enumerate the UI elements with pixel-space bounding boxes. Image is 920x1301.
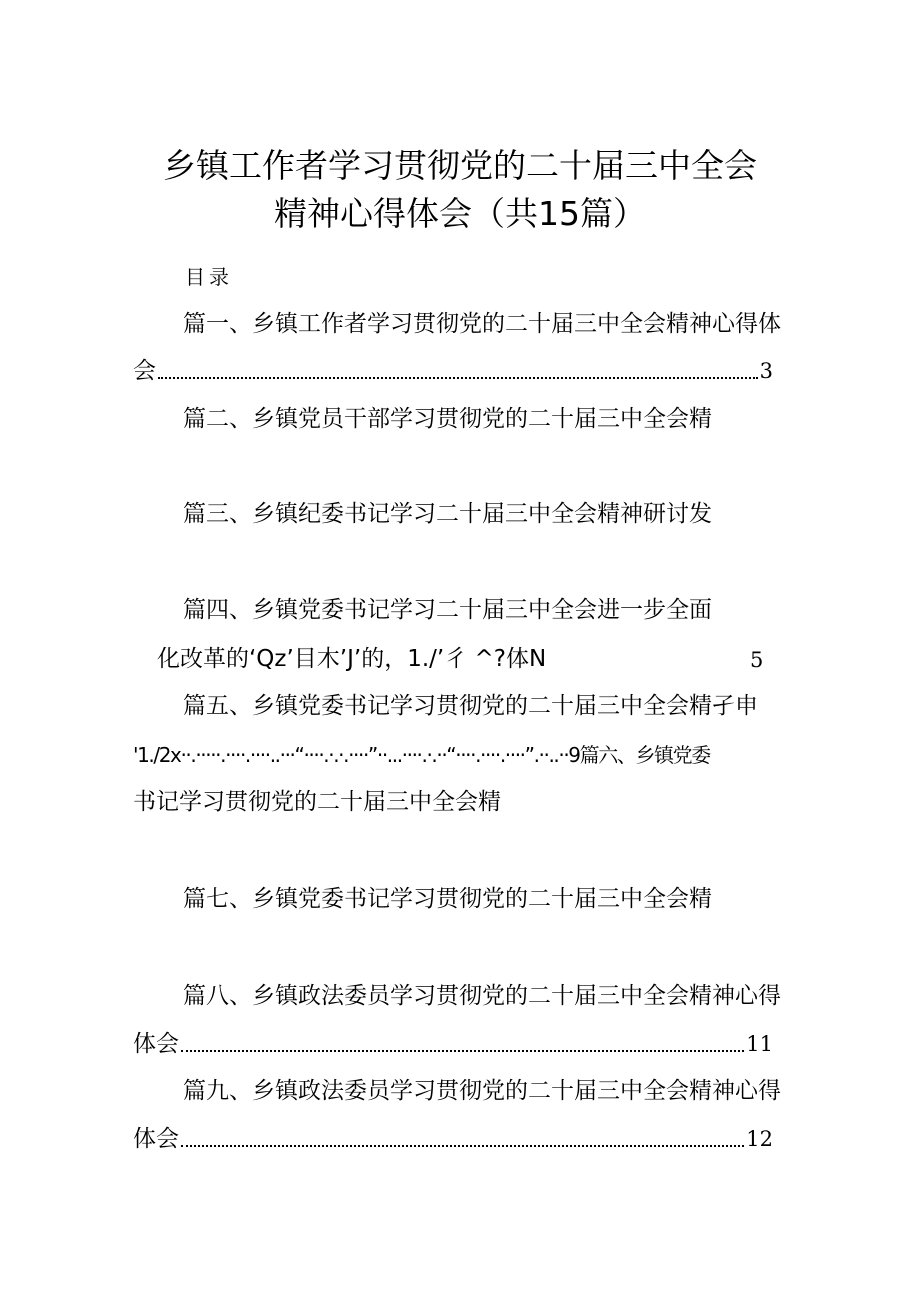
toc-item-1-page: 3 [759,359,773,383]
toc-leader-dots [181,1145,744,1147]
toc-item-1-line-2[interactable] [133,356,773,386]
document-title-line-1: 乡镇工作者学习贯彻党的二十届三中全会 [163,146,757,185]
toc-item-8-line-2[interactable] [133,1029,773,1059]
toc-item-9-line-2[interactable] [133,1124,773,1154]
toc-item-4-line-2[interactable]: 化改革的‘Qz’目木’J’的，1./’彳 ^?体N [157,646,547,672]
toc-item-9-line-1[interactable]: 篇九、乡镇政法委员学习贯彻党的二十届三中全会精神心得 [183,1078,781,1104]
toc-label: 目录 [185,265,233,289]
toc-leader-dots [181,1050,744,1052]
toc-item-1-line-1[interactable]: 篇一、乡镇工作者学习贯彻党的二十届三中全会精神心得体 [183,311,781,337]
document-title-line-2: 精神心得体会（共15篇） [274,194,646,233]
toc-item-3-line-1[interactable]: 篇三、乡镇纪委书记学习二十届三中全会精神研讨发 [183,501,712,527]
toc-item-2-line-1[interactable]: 篇二、乡镇党员干部学习贯彻党的二十届三中全会精 [183,406,712,432]
toc-item-9-text: 体会 [133,1126,179,1152]
toc-leader-dots [158,377,758,379]
toc-item-9-page: 12 [746,1127,773,1151]
toc-item-8-text: 体会 [133,1031,179,1057]
toc-item-4-line-1[interactable]: 篇四、乡镇党委书记学习二十届三中全会进一步全面 [183,597,712,623]
toc-item-4-page: 5 [750,648,764,672]
toc-item-8-line-1[interactable]: 篇八、乡镇政法委员学习贯彻党的二十届三中全会精神心得 [183,983,781,1009]
toc-item-5-line-1[interactable]: 篇五、乡镇党委书记学习贯彻党的二十届三中全会精孑申 [183,693,758,719]
toc-item-6-line-2[interactable]: 书记学习贯彻党的二十届三中全会精 [133,789,501,815]
toc-item-5-line-2[interactable]: '1./2x··.·····.····.····..···“····.·.·.····”··...····.·.··“····.····.····”.··..··9篇六、乡镇党委 [133,743,710,767]
toc-item-7-line-1[interactable]: 篇七、乡镇党委书记学习贯彻党的二十届三中全会精 [183,886,712,912]
toc-item-1-text: 会 [133,358,156,384]
toc-item-8-page: 11 [746,1032,773,1056]
